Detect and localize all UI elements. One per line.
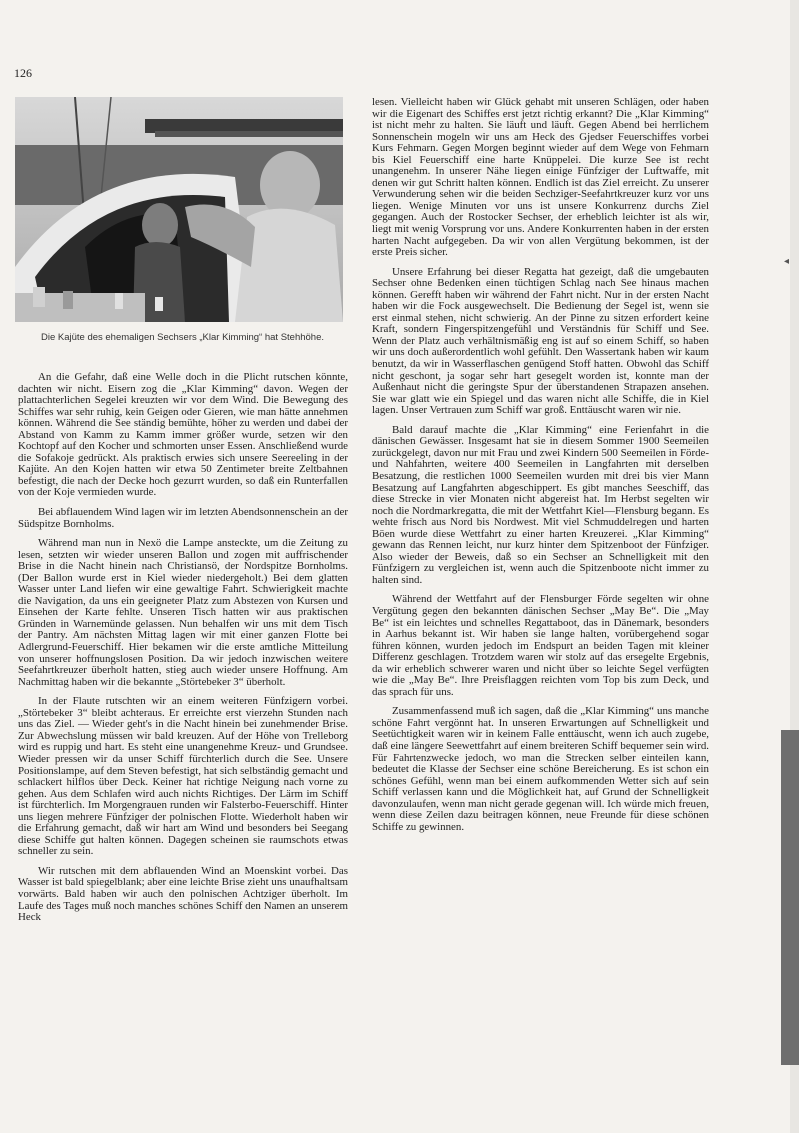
- edge-mark: ◂: [784, 256, 790, 267]
- paragraph: Zusammenfassend muß ich sagen, daß die „Klar Kimming“ uns manche schöne Fahrt vergönnt hat. In unseren Erwartungen auf Schnelligkeit und Seetüchtigkeit waren wir in keinem Falle enttäuscht, wenn ich auch zugebe, daß eine längere Seewettfahrt auf einem breiteren Schiff bequemer sein wird. Für Fahrtenzwecke jedoch, wo man die Strecken selber einteilen kann, bedeutet die Klasse der Sechser eine schöne Bereicherung. Es ist schon ein schönes Gefühl, wenn man bei einem aufkommenden Wetter sich auf sein Schiff verlassen kann und die Möglichkeit hat, auf Grund der Schnelligkeit davonzulaufen, wenn man nicht gerade gegenan will. Ich würde mich freuen, wenn diese Zeilen dazu beitragen können, neue Freunde für diese schönen Schiffe zu gewinnen.: [372, 705, 709, 833]
- page-number: 126: [14, 66, 32, 80]
- paragraph: An die Gefahr, daß eine Welle doch in die Plicht rutschen könnte, dachten wir nicht. Eisern zog die „Klar Kimming“ davon. Wegen der plattachterlichen Segelei kreuzten wir vor dem Wind. Die Bewegung des Schiffes war sehr ruhig, kein Geigen oder Gieren, wie man hätte annehmen können. Während die See ständig bemühte, höher zu werden und dabei der Abstand von Kamm zu Kamm immer größer wurde, setzen wir den Kochtopf auf den Kocher und schmorten unser Essen. Anschließend wurde die Sofakoje gedrückt. Als praktisch erwies sich unsere Seereeling in der Kajüte. An den Kojen hatten wir etwa 50 Zentimeter breite Zeltbahnen befestigt, die nach der Decke hoch gezurrt wurden, so daß ein Runterfallen von der Koje vermieden wurde.: [18, 371, 348, 499]
- paragraph: Während man nun in Nexö die Lampe ansteckte, um die Zeitung zu lesen, setzten wir wieder unseren Ballon und zogen mit auffrischender Brise in die Nacht hinein nach Christiansö, der Nordspitze Bornholms. (Der Ballon wurde erst in Kiel wieder niedergeholt.) Bei dem glatten Wasser unter Land liefen wir eine gewaltige Fahrt. Schwierigkeit machte die Navigation, da uns ein geeigneter Platz zum Abstezen von Kursen und Einsehen der Karte fehlte. Unseren Tisch hatten wir aus praktischen Gründen in Warnemünde gelassen. Nun behalfen wir uns mit dem Tisch der Pantry. Am nächsten Mittag lagen wir mit einer ganzen Flotte bei Adlergrund-Feuerschiff. Hier bekamen wir die erste amtliche Mitteilung von unserer hoffnungslosen Position. Da wir jedoch inzwischen weitere Seefahrtkreuzer überholt hatten, stieg auch wieder unsere Hoffnung. Am Nachmittag haben wir die bekannte „Störtebeker 3“ überholt.: [18, 537, 348, 688]
- paragraph: In der Flaute rutschten wir an einem weiteren Fünfzigern vorbei. „Störtebeker 3“ bleibt achteraus. Er erreichte erst vierzehn Stunden nach uns das Ziel. — Wieder geht's in die Nacht hinein bei zunehmender Brise. Zur Abwechslung müssen wir bald kreuzen. Auf der Höhe von Trelleborg wird es ruppig und hart. Es steht eine unangenehme Kreuz- und Grundsee. Wieder pressen wir da unser Schiff fürchterlich durch die See. Unsere Positionslampe, auf dem Steven befestigt, hat sich selbständig gemacht und schlackert hilflos über Deck. Keiner hat richtige Neigung nach vorne zu gehen. Aus dem Schlafen wird auch nichts Richtiges. Der Lärm im Schiff ist fürchterlich. Im Morgengrauen runden wir Falsterbo-Feuerschiff. Hinter uns liegen mehrere Fünfziger der polnischen Flotte. Wiederholt haben wir die Erfahrung gemacht, daß wir hart am Wind und besonders bei Seegang diese Schiffe gut halten können. Dagegen scheinen sie raumschots etwas schneller zu sein.: [18, 695, 348, 858]
- paragraph: Bald darauf machte die „Klar Kimming“ eine Ferienfahrt in die dänischen Gewässer. Insgesamt hat sie in diesem Sommer 1900 Seemeilen zurückgelegt, davon nur mit Frau und zwei Kindern 500 Seemeilen in Förde- und Nahfahrten, weitere 400 Seemeilen in Langfahrten mit derselben Besatzung, die restlichen 1000 Seemeilen wurden mit drei bis vier Mann Besatzung auf Langfahrten abgeschippert. Es gibt manches Seeschiff, das diese Strecke in vier Monaten nicht abgereist hat. Im Herbst segelten wir noch die Nordmarkregatta, die mit der Wettfahrt Kiel—Flensburg begann. Es wehte frisch aus Nord bis Nordwest. Mit viel Schmuddelregen und harten Böen wurde diese Wettfahrt zu einer harten Kreuzerei. „Klar Kimming“ gewann das Rennen leicht, nur kurz hinter dem Spitzenboot der Fünfziger. Also wieder der Beweis, daß so ein Sechser an Schnelligkeit mit den Fünfzigern zu vergleichen ist, wenn auch die Spitzenboote nicht immer zu halten sind.: [372, 423, 709, 586]
- paragraph: Unsere Erfahrung bei dieser Regatta hat gezeigt, daß die umgebauten Sechser ohne Bedenken einen tüchtigen Schlag nach See hinaus machen können. Gerefft haben wir während der Fahrt nicht. Nur in der ersten Nacht haben wir die Fock ausgewechselt. Die Bedienung der Segel ist, wenn sie erst einmal stehen, nicht schwierig. An der Pinne zu sitzen erfordert keine Kraft, sondern Fingerspitzengefühl und Verständnis für Schiff und See. Wenn der Platz auch verhältnismäßig eng ist auf so einem Schiff, so haben wir uns doch außerordentlich wohl gefühlt. Den Wassertank haben wir kaum benutzt, da wir in Wasserflaschen genügend Stoff hatten. Obwohl das Schiff nicht geschont, ja sogar sehr hart gesegelt worden ist, konnte man der Außenhaut nicht die geringste Spur der überstandenen Strapazen ansehen. Sie war glatt wie ein Spiegel und das waren nicht alle Schiffe, die in Kiel lagen. Unser Vertrauen zum Schiff war groß. Enttäuscht waren wir nie.: [372, 265, 709, 417]
- figure-caption: Die Kajüte des ehemaligen Sechsers „Klar Kimming“ hat Stehhöhe.: [40, 332, 325, 343]
- right-text-column: [372, 97, 709, 841]
- cabin-photo: [15, 97, 343, 322]
- paragraph: Bei abflauendem Wind lagen wir im letzten Abendsonnenschein an der Südspitze Bornholms.: [18, 506, 348, 530]
- left-text-column: [18, 372, 348, 932]
- paragraph: lesen. Vielleicht haben wir Glück gehabt mit unseren Schlägen, oder haben wir die Eigenart des Schiffes erst jetzt richtig erkannt? Die „Klar Kimming“ ist nicht mehr zu halten. Sie läuft und läuft. Gegen Abend bei herrlichem Sonnenschein mogeln wir uns am Heck des Gjedser Feuerschiffes vorbei Kurs Fehmarn. Gegen Morgen beginnt wieder auf dem Wege von Fehmarn bis Kiel Feuerschiff eine harte Knüppelei. Die kurze See ist recht unangenehm. In unserer Nähe liegen einige Fünfziger der Luftwaffe, mit denen wir gut Schritt halten können. Endlich ist das Ziel erreicht. Zu unserer Verwunderung sehen wir die beiden Sechziger-Seefahrtkreuzer kurz vor uns liegen. Wenige Minuten vor uns ist unsere Konkurrenz durchs Ziel gegangen. Auch der Rostocker Sechser, der erheblich leichter ist als wir, liegt mit wenig Vorsprung vor uns. Andere Konkurrenten haben in der ersten harten Nacht aufgegeben. Da wir von allen Vergütung bekommen, ist der erste Preis sicher.: [372, 96, 709, 259]
- adjacent-page-edge: [781, 730, 799, 1065]
- paragraph: Während der Wettfahrt auf der Flensburger Förde segelten wir ohne Vergütung gegen den bekannten dänischen Sechser „May Be“. Die „May Be“ ist ein leichtes und schnelles Regattaboot, das in Dänemark, besonders in Aarhus bekannt ist. Wir haben sie lange halten, vorübergehend sogar führen können, wurden jedoch im Endspurt an beiden Tagen mit kleiner Differenz geschlagen. Trotzdem waren wir stolz auf das ersegelte Ergebnis, da wir erheblich schwerer waren und nicht über so leichte Segel verfügten wie die „May Be“. Ihre Preisflaggen reichten vom Top bis zum Deck, und das sprach für uns.: [372, 593, 709, 698]
- paragraph: Wir rutschen mit dem abflauenden Wind an Moenskint vorbei. Das Wasser ist bald spiegelblank; aber eine leichte Brise zieht uns unaufhaltsam vorwärts. Bald haben wir auch den polnischen Achtziger überholt. Im Laufe des Tages muß noch manches schönes Schiff den Namen an unserem Heck: [18, 864, 348, 924]
- cabin-photo-illustration: [15, 97, 343, 322]
